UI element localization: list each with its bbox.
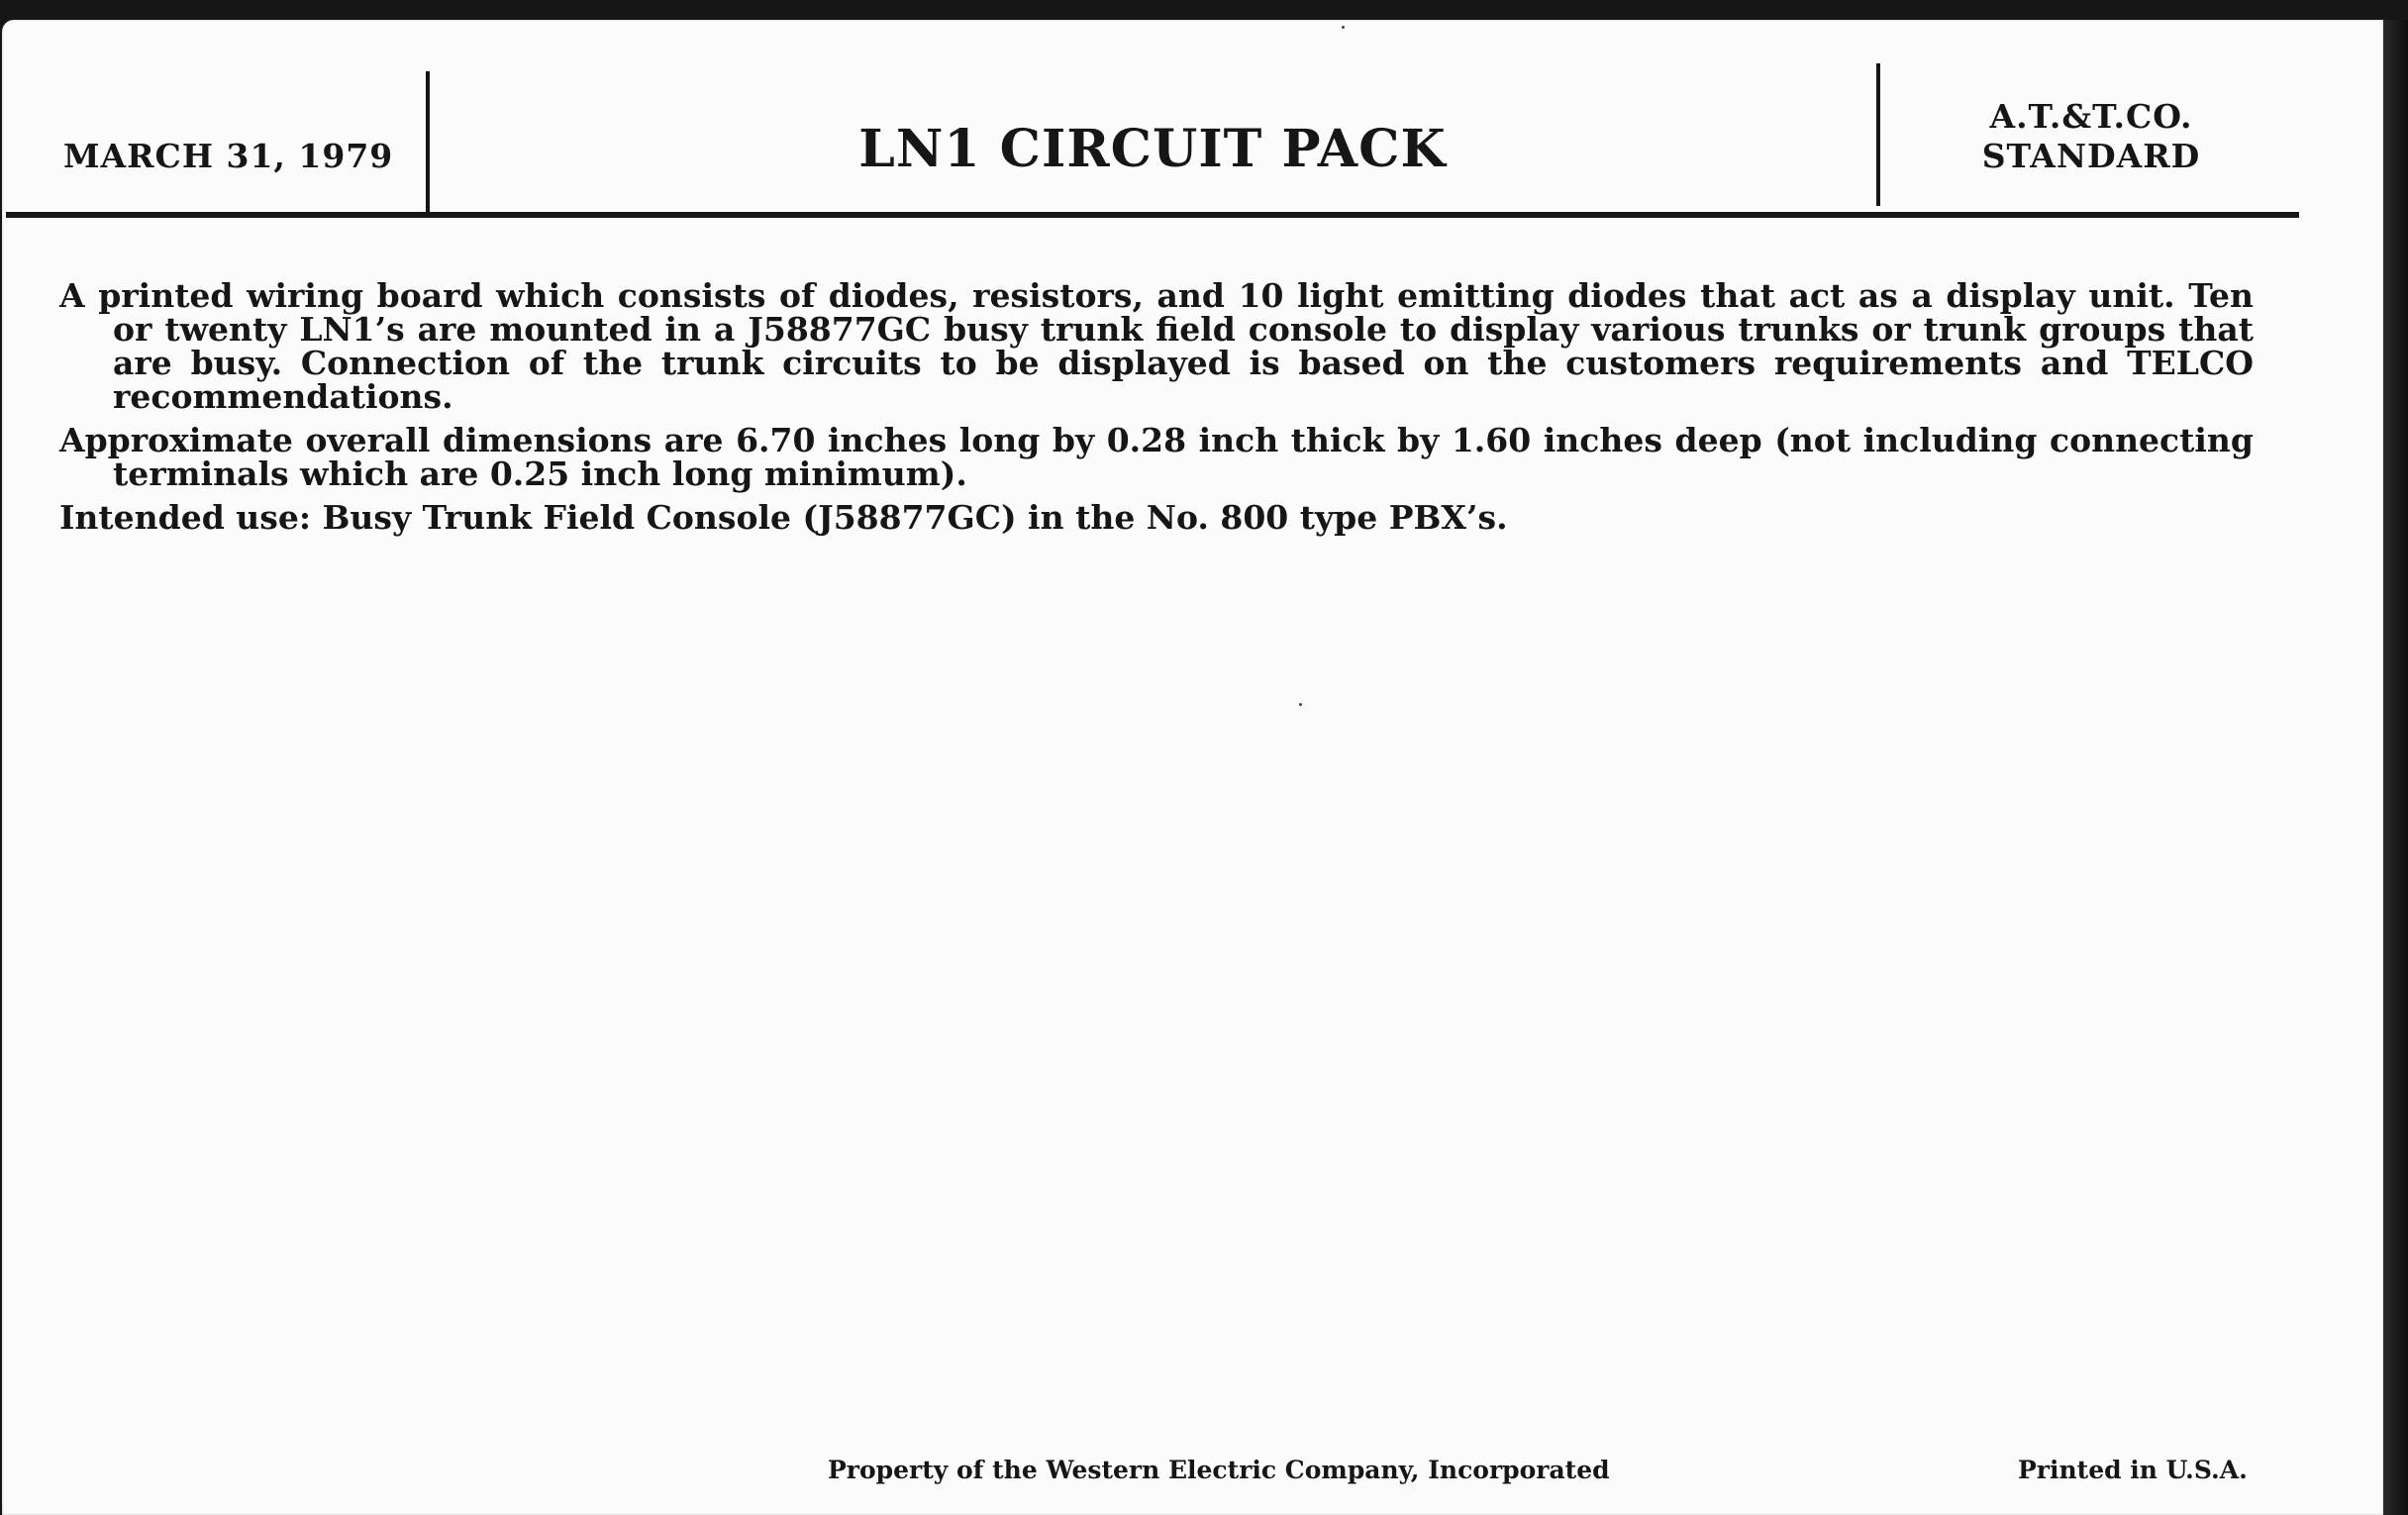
card-right-edge (2383, 20, 2408, 1515)
document-card (2, 20, 2383, 1515)
paragraph-intended-use: Intended use: Busy Trunk Field Console (J58877GC) in the No. 800 type PBX’s. (59, 498, 1508, 537)
standard-line-1: A.T.&T.CO. (1989, 97, 2193, 136)
header-rule (6, 212, 2299, 218)
paper-speck (1299, 703, 1302, 706)
issue-date: MARCH 31, 1979 (63, 137, 394, 175)
document-body (59, 276, 2254, 545)
standard-block (1883, 97, 2299, 176)
paragraph-dimensions: Approximate overall dimensions are 6.70 inches long by 0.28 inch thick by 1.60 inches deep (not including connecting terminals which are 0.25 inch long minimum). (59, 421, 2254, 493)
paragraph-description: A printed wiring board which consists of diodes, resistors, and 10 light emitting diodes that act as a display unit. Ten or twenty LN1’s are mounted in a J58877GC busy trunk field console to display various trunks or trunk groups that are busy. Connection of the trunk circuits to be displayed is based on the customers requirements and TELCO recommendations. (59, 276, 2254, 416)
header-divider-right (1876, 63, 1880, 206)
paper-speck (1342, 26, 1345, 29)
footer-printed-in: Printed in U.S.A. (2018, 1456, 2248, 1484)
document-title: LN1 CIRCUIT PACK (858, 119, 1447, 179)
standard-line-2: STANDARD (1981, 137, 2201, 175)
footer-property-notice: Property of the Western Electric Company, Incorporated (828, 1456, 1610, 1484)
